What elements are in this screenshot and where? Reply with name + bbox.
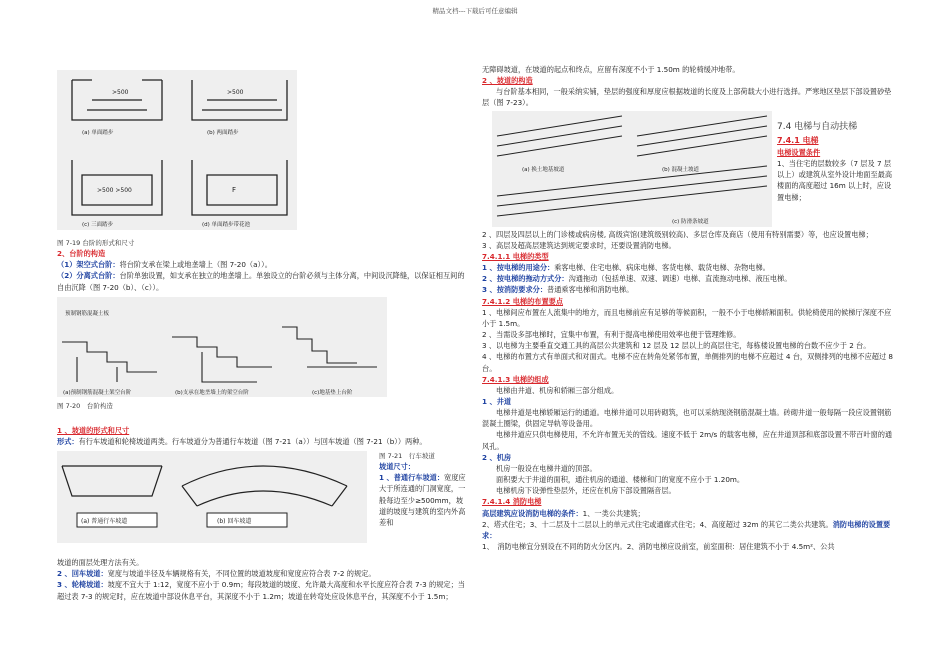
- section-74-block: [777, 121, 897, 203]
- para-ramp-surface: 坡道的面层处理方法有关。: [57, 558, 144, 568]
- fig719-label-a: (a) 单面踏步: [82, 130, 114, 136]
- fig721-label-a: (a) 普通行车坡道: [81, 518, 128, 526]
- svg-text:F: F: [232, 186, 237, 194]
- fig720-label-b: (b)支承在地垄墙上的架空台阶: [175, 389, 249, 396]
- fire-elevator-conditions-cont: 2、塔式住宅；3、十二层及十二层以上的单元式住宅或通廊式住宅；4、高度超过 32m 的其它二类公共建筑。消防电梯的设置要求：: [482, 519, 891, 540]
- elevator-type-fire: 3 、按消防要求分：普通乘客电梯和消防电梯。: [482, 285, 634, 295]
- fig720-label-a: (a)预制钢筋混凝土架空台阶: [63, 389, 132, 396]
- para-turn-ramp: 2 、回车坡道：宽度与坡道半径及车辆规格有关，不同位置的坡道坡度和宽度应符合表 7-2 的规定。: [57, 569, 376, 579]
- figure-7-23-drawing: [492, 111, 772, 227]
- fig720-label-c: (c)地基垫上台阶: [312, 389, 353, 396]
- section-74-title: 7.4 电梯与自动扶梯: [777, 121, 858, 132]
- fig723-label-a: (a) 换土地基坡道: [522, 166, 565, 173]
- para-ramp-structure: 与台阶基本相同，一般采纳实铺，垫层的强度和厚度应根据坡道的长度及上部荷载大小进行选择。严寒地区垫层下部设置砂垫层（图 7-23）。: [482, 87, 892, 108]
- figure-7-23: [492, 111, 772, 227]
- machine-room-para-2: 面积要大于井道的面积，通往机房的通道、楼梯和门的宽度不应小于 1.20m。: [496, 475, 745, 485]
- elevator-condition-2: 2 、四层及四层以上的门诊楼或病房楼, 高级宾馆(建筑级别较高)、多层仓库及商店（使用有特别需要）等，也应设置电梯；: [482, 229, 873, 239]
- machine-room-title: 2 、机房: [482, 452, 512, 462]
- ramp-size-block: [379, 451, 469, 528]
- machine-room-para-1: 机房一般设在电梯井道的顶部。: [496, 463, 597, 473]
- section-7411-title: 7.4.1.1 电梯的类型: [482, 251, 549, 261]
- para-buffer-zone: 无障碍坡道，在坡道的起点和终点，应留有深度不小于 1.50m 的轮椅缓冲地带。: [482, 65, 740, 74]
- elevator-type-drive: 2 、按电梯的拖动方式分：沟通拖动（包括单速、双速、调速）电梯、直流拖动电梯、液压电梯。: [482, 274, 792, 284]
- layout-point-1: 1 、电梯间应布置在人流集中的地方，而且电梯前应有足够的等候面积，一般不小于电梯轿厢面积。供轮椅使用的候梯厅深度不应小于 1.5m。: [482, 307, 892, 328]
- figure-7-19: [57, 70, 297, 230]
- figure-7-21-drawing: [57, 451, 367, 543]
- section-ramp-structure-title: 2 、坡道的构造: [482, 76, 533, 86]
- para-wheelchair-ramp: 3 、轮椅坡道：坡度不宜大于 1:12，宽度不应小于 0.9m；每段坡道的坡度、允许最大高度和水平长度应符合表 7-3 的规定；当超过表 7-3 的规定时，应在坡道中部设休息平台，其深度不小于 1.2m；坡道在转弯处应设休息平台，其深度不小于 1.5m；: [57, 580, 465, 601]
- layout-point-2: 2 、当需设多部电梯时，宜集中布置，有利于提高电梯使用效率也便于管理维修。: [482, 330, 741, 340]
- layout-point-3: 3 、以电梯为主要垂直交通工具的高层公共建筑和 12 层及 12 层以上的高层住宅，每栋楼设置电梯的台数不应少于 2 台。: [482, 341, 871, 351]
- fire-elevator-conditions: 高层建筑应设消防电梯的条件：1、一类公共建筑；: [482, 508, 645, 518]
- ramp-size-title: 坡道尺寸：: [379, 462, 415, 472]
- fire-elevator-requirements: 1、 消防电梯宜分别设在不同的防火分区内。2、消防电梯应设前室，前室面积：居住建筑不小于 4.5m²、公共: [482, 542, 835, 551]
- fig719-caption: 图 7-19 台阶的形式和尺寸: [57, 239, 135, 247]
- svg-text:>500: >500: [227, 89, 244, 96]
- section-stair-structure-title: 2、台阶的构造: [57, 249, 106, 259]
- fig719-label-d: (d) 单面踏步带花池: [202, 222, 251, 228]
- fig719-label-b: (b) 两面踏步: [207, 130, 239, 136]
- elevator-condition-1: 1、当住宅的层数较多（7 层及 7 层以上）或建筑从室外设计地面至最高楼面的高度超过 16m 以上时，应设置电梯；: [777, 159, 893, 202]
- svg-text:>500: >500: [112, 89, 129, 96]
- figure-7-21-row: [57, 451, 467, 551]
- svg-text:>500 >500: >500 >500: [97, 187, 132, 194]
- fig720-caption: 图 7-20 台阶构造: [57, 401, 113, 410]
- figure-7-21: [57, 451, 367, 543]
- para-elevated-stairs: （1）架空式台阶：将台阶支承在梁上或地垄墙上（图 7-20（a））。: [57, 260, 272, 270]
- fig720-label-slab: 预制钢筋混凝土板: [65, 310, 110, 317]
- shaft-para-2: 电梯井道应只供电梯使用，不允许布置无关的管线。速度不低于 2m/s 的载客电梯，应在井道顶部和底部设置不带百叶窗的通风孔。: [482, 430, 893, 451]
- section-7412-title: 7.4.1.2 电梯的布置要点: [482, 296, 564, 306]
- fig721-caption: 图 7-21 行车坡道: [379, 452, 435, 461]
- para-separated-stairs: （2）分离式台阶：台阶单独设置，如支承在独立的地垄墙上。单独设立的台阶必须与主体分离，中间设沉降缝，以保证相互间的自由沉降（图 7-20（b）、（c））。: [57, 271, 465, 292]
- layout-point-4: 4 、电梯的布置方式有单面式和对面式。电梯不应在转角处紧邻布置，单侧排列的电梯不应超过 4 台，双侧排列的电梯不应超过 8 台。: [482, 352, 893, 373]
- para-normal-ramp: 1 、普通行车坡道：宽度应大于所连通的门洞宽度，一般每边至少≥500mm，坡道的坡度与建筑的室内外高差和: [379, 473, 466, 527]
- elevator-composition-intro: 电梯由井道、机房和轿厢三部分组成。: [496, 385, 619, 395]
- fig723-label-b: (b) 混凝土坡道: [662, 166, 700, 173]
- page-header: 精品文档---下载后可任意编辑: [432, 7, 518, 15]
- right-column: [482, 64, 897, 552]
- section-7414-title: 7.4.1.4 消防电梯: [482, 497, 542, 507]
- machine-room-para-3: 电梯机房下设弹性垫层外，还应在机房下部设置隔音层。: [496, 486, 676, 496]
- fig719-label-c: (c) 三面踏步: [82, 222, 114, 228]
- para-ramp-form: 形式：有行车坡道和轮椅坡道两类。行车坡道分为普通行车坡道（图 7-21（a））与回车坡道（图 7-21（b））两种。: [57, 436, 427, 446]
- shaft-title: 1 、井道: [482, 396, 512, 406]
- elevator-condition-3: 3 、高层及超高层建筑达到规定要求时，还要设置消防电梯。: [482, 240, 676, 250]
- section-7413-title: 7.4.1.3 电梯的组成: [482, 374, 549, 384]
- figure-7-20-drawing: [57, 297, 387, 397]
- elevator-condition-title: 电梯设置条件: [777, 147, 821, 157]
- fig723-label-c: (c) 防滑条坡道: [672, 218, 709, 225]
- elevator-type-use: 1 、按电梯的用途分：乘客电梯、住宅电梯、病床电梯、客货电梯、载货电梯、杂物电梯。: [482, 263, 770, 273]
- section-ramp-form-title: 1 、坡道的形式和尺寸: [57, 425, 130, 435]
- figure-7-23-row: [482, 111, 897, 229]
- figure-7-20: [57, 297, 387, 397]
- figure-7-19-drawing: [57, 70, 297, 230]
- section-741-title: 7.4.1 电梯: [777, 135, 819, 145]
- fig721-label-b: (b) 回车坡道: [217, 518, 252, 526]
- left-column: [57, 70, 467, 602]
- shaft-para-1: 电梯井道是电梯轿厢运行的通道。电梯井道可以用砖砌筑，也可以采纳现浇钢筋混凝土墙。砖砌井道一般每隔一段应设置钢筋混凝土圈梁，供固定导轨等设备用。: [482, 408, 892, 429]
